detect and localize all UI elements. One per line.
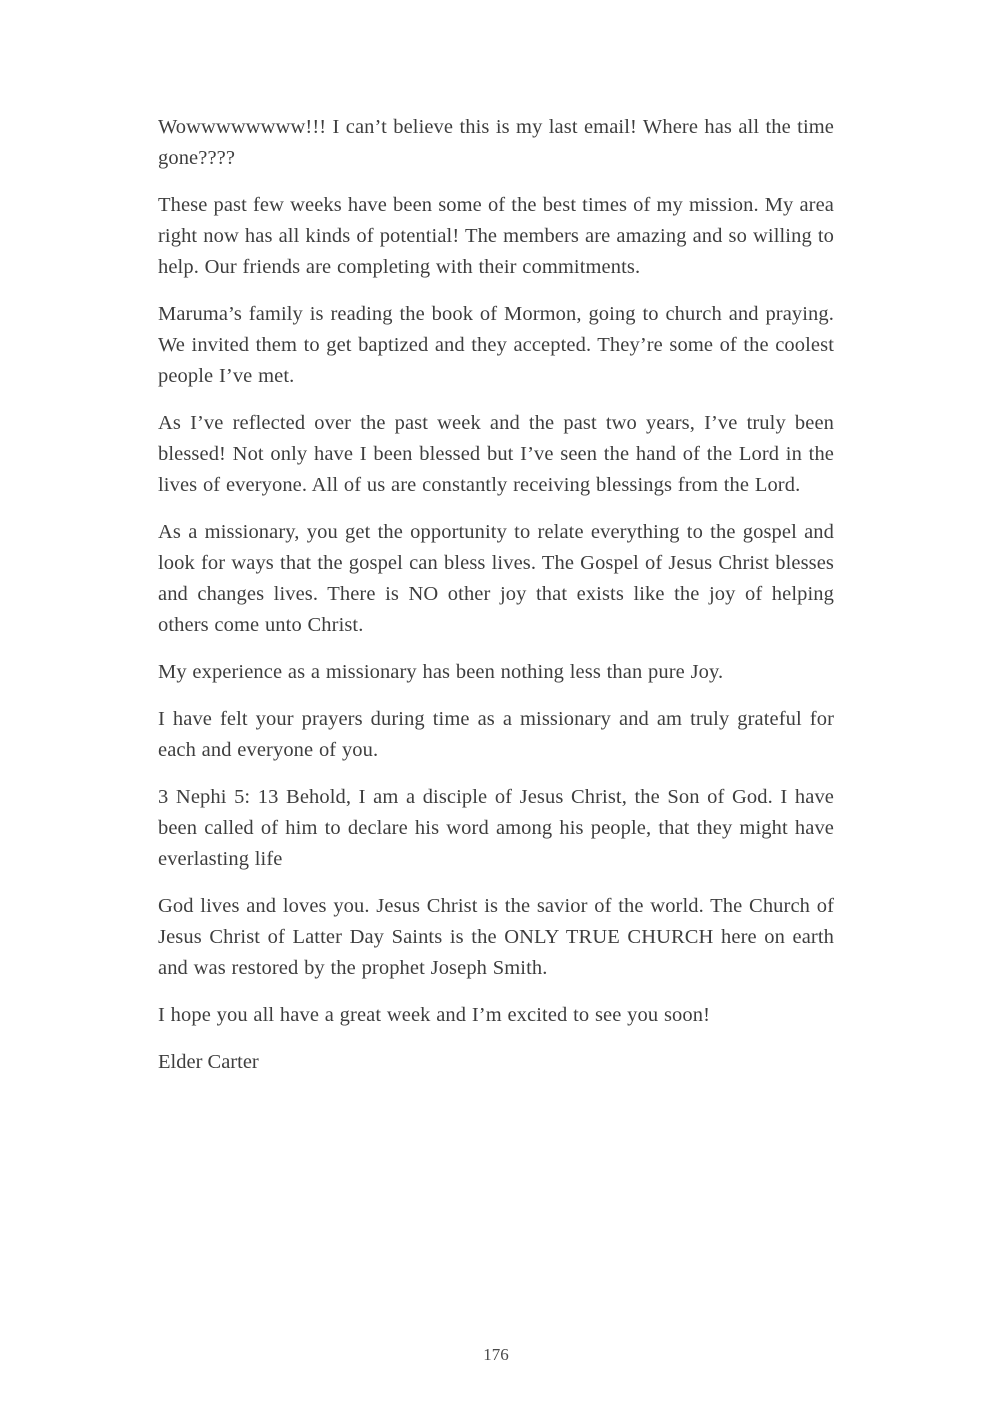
paragraph-intro: Wowwwwwwww!!! I can’t believe this is my last email! Where has all the time gone???? [158, 116, 834, 169]
signature: Elder Carter [158, 1051, 259, 1073]
paragraph-closing: I hope you all have a great week and I’m excited to see you soon! [158, 1004, 710, 1026]
paragraph-reflection: As I’ve reflected over the past week and the past two years, I’ve truly been blessed! Not only have I been blessed but I’ve seen the hand of the Lord in the lives of everyone. All of us are constantly receiving blessings from the Lord. [158, 412, 834, 496]
page-number: 176 [483, 1345, 509, 1364]
paragraph-scripture-quote: 3 Nephi 5: 13 Behold, I am a disciple of Jesus Christ, the Son of God. I have been called of him to declare his word among his people, that they might have everlasting life [158, 786, 834, 870]
paragraph-missionary-gospel: As a missionary, you get the opportunity to relate everything to the gospel and look for ways that the gospel can bless lives. The Gospel of Jesus Christ blesses and changes lives. There is NO other joy that exists like the joy of helping others come unto Christ. [158, 521, 834, 636]
paragraph-prayers: I have felt your prayers during time as a missionary and am truly grateful for each and everyone of you. [158, 708, 834, 761]
paragraph-best-times: These past few weeks have been some of the best times of my mission. My area right now has all kinds of potential! The members are amazing and so willing to help. Our friends are completing with their commitments. [158, 194, 834, 278]
paragraph-maruma-family: Maruma’s family is reading the book of Mormon, going to church and praying. We invited them to get baptized and they accepted. They’re some of the coolest people I’ve met. [158, 303, 834, 387]
paragraph-testimony: God lives and loves you. Jesus Christ is the savior of the world. The Church of Jesus Christ of Latter Day Saints is the ONLY TRUE CHURCH here on earth and was restored by the prophet Joseph Smith. [158, 895, 834, 979]
email-body-text [158, 112, 834, 1078]
paragraph-pure-joy: My experience as a missionary has been nothing less than pure Joy. [158, 661, 724, 683]
